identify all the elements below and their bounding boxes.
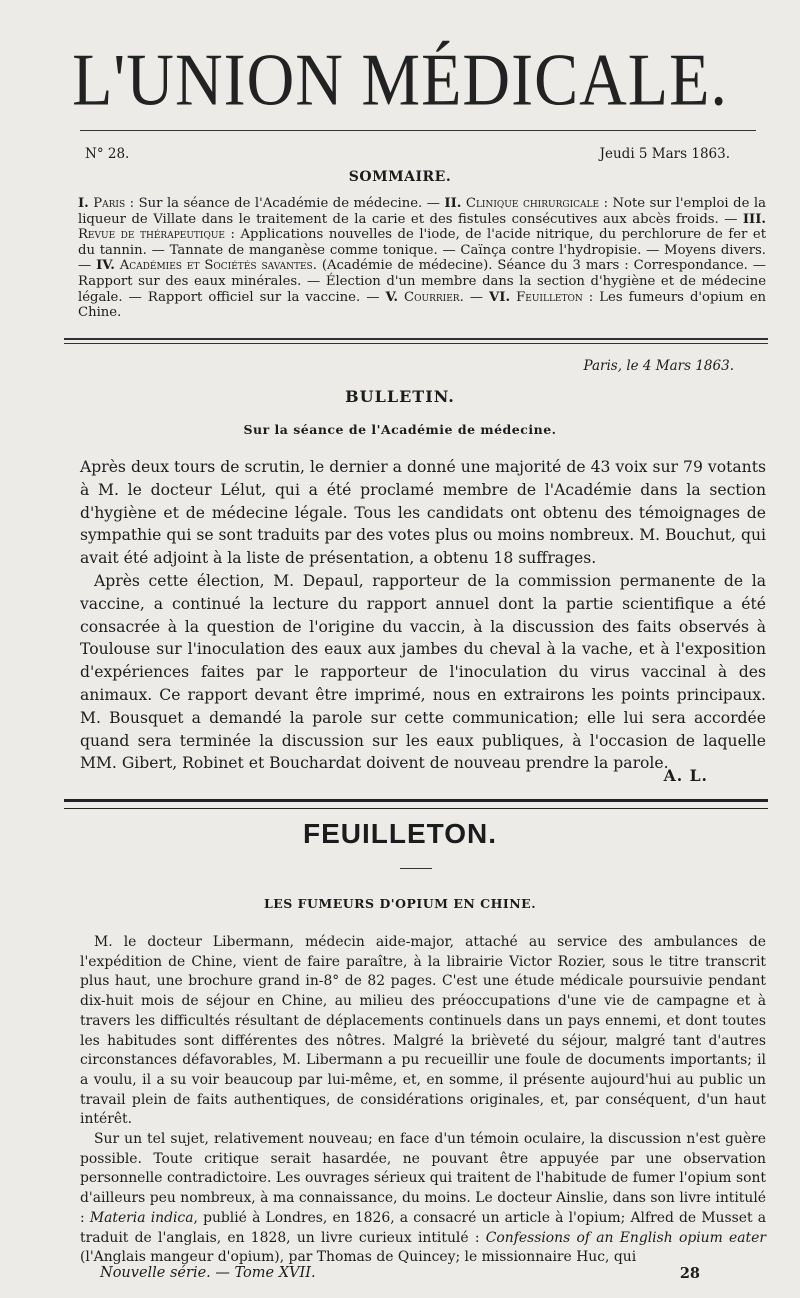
sommaire-text — [78, 196, 766, 321]
bulletin-paragraph: Après deux tours de scrutin, le dernier a donné une majorité de 43 voix sur 79 votants à M. le docteur Lélut, qui a été proclamé membre de l'Académie dans la section d'hygiène et de médecine légale. Tous les candidats ont obtenu des témoignages de sympathie qui se sont traduits par des votes plus ou moins nombreux. M. Bouchut, qui avait été adjoint à la liste de présentation, a obtenu 18 suffrages. — [80, 458, 766, 568]
bulletin-body — [80, 456, 766, 775]
bulletin-dateline: Paris, le 4 Mars 1863. — [583, 358, 734, 374]
issue-number: N° 28. — [85, 146, 130, 162]
masthead-rule — [80, 130, 756, 131]
footer-series: Nouvelle série. — Tome XVII. — [100, 1265, 316, 1281]
section-rule — [64, 338, 768, 340]
bulletin-signature: A. L. — [663, 766, 708, 785]
bulletin-title: BULLETIN. — [345, 387, 455, 406]
sommaire-item: IV. Académies et Sociétés savantes. (Académie de médecine). Séance du 3 mars : Correspondance. — Rapport sur des eaux minérales. — Élection d'un membre dans la section d'hygiène et de médecine légale. — Rapport officiel sur la vaccine. — — [78, 258, 766, 305]
book-title: Confessions of an English opium eater — [485, 1229, 766, 1246]
sommaire-item: III. Revue de thérapeutique : Applications nouvelles de l'iode, de l'acide nitrique, du perchlorure de fer et du tannin. — Tannate de manganèse comme tonique. — Caïnça contre l'hydropisie. — Moyens divers. — — [78, 211, 766, 274]
bulletin-paragraph: Après cette élection, M. Depaul, rapporteur de la commission permanente de la vaccine, a continué la lecture du rapport annuel dont la partie scientifique a été consacrée à la question de l'origine du vaccin, à la discussion des faits observés à Toulouse sur l'inoculation des eaux aux jambes du cheval à la vache, et à l'exposition d'expériences faites par le rapporteur de l'inoculation du virus vaccinal à des animaux. Ce rapport devant être imprimé, nous en extrairons les points principaux. M. Bousquet a demandé la parole sur cette communication; elle lui sera accordée quand sera terminée la discussion sur les eaux publiques, à l'occasion de laquelle MM. Gibert, Robinet et Bouchardat doivent de nouveau prendre la parole. — [80, 571, 766, 773]
sommaire-item: II. Clinique chirurgicale : Note sur l'emploi de la liqueur de Villate dans le traitement de la carie et des fistules consécutives aux abcès froids. — — [78, 196, 766, 227]
page-number: 28 — [679, 1265, 700, 1282]
feuilleton-body — [80, 933, 766, 1268]
feuilleton-separator — [64, 799, 768, 809]
sommaire-item: I. Paris : Sur la séance de l'Académie de médecine. — — [78, 196, 445, 211]
feuilleton-short-rule — [400, 868, 432, 869]
book-title: Materia indica — [89, 1209, 194, 1226]
issue-date: Jeudi 5 Mars 1863. — [599, 146, 730, 162]
masthead: L'UNION MÉDICALE. — [72, 39, 728, 122]
sommaire-item: V. Courrier. — — [385, 289, 490, 305]
bulletin-subtitle: Sur la séance de l'Académie de médecine. — [243, 422, 557, 437]
section-rule — [64, 343, 768, 344]
sommaire-item: VI. Feuilleton : Les fumeurs d'opium en Chine. — [78, 289, 766, 321]
sommaire-title: SOMMAIRE. — [348, 169, 452, 185]
feuilleton-paragraph: Sur un tel sujet, relativement nouveau; en face d'un témoin oculaire, la discussion n'est guère possible. Toute critique serait hasardée, ne pouvant être appuyée par une observation personnelle contradictoire. Les ouvrages sérieux qui traitent de l'habitude de fumer l'opium sont d'ailleurs peu nombreux, à ma connaissance, du moins. Le docteur Ainslie, dans son livre intitulé : Materia indica, publié à Londres, en 1826, a consacré un article à l'opium; Alfred de Musset a traduit de l'anglais, en 1828, un livre curieux intitulé : Confessions of an English opium eater (l'Anglais mangeur d'opium), par Thomas de Quincey; le missionnaire Huc, qui — [80, 1131, 766, 1266]
feuilleton-title: FEUILLETON. — [302, 818, 498, 849]
feuilleton-paragraph: M. le docteur Libermann, médecin aide-major, attaché au service des ambulances de l'expédition de Chine, vient de faire paraître, à la librairie Victor Rozier, sous le titre transcrit plus haut, une brochure grand in-8° de 82 pages. C'est une étude médicale poursuivie pendant dix-huit mois de séjour en Chine, au milieu des préoccupations d'une vie de campagne et à travers les difficultés résultant de déplacements continuels dans un pays ennemi, et dont toutes les habitudes sont différentes des nôtres. Malgré la brièveté du séjour, malgré tant d'autres circonstances défavorables, M. Libermann a pu recueillir une foule de documents importants; il a voulu, il a su voir beaucoup par lui-même, et, en somme, il présente aujourd'hui au public un travail plein de faits authentiques, de considérations originales, et, par conséquent, d'un haut intérêt. — [80, 934, 766, 1128]
feuilleton-subtitle: LES FUMEURS D'OPIUM EN CHINE. — [263, 896, 537, 911]
